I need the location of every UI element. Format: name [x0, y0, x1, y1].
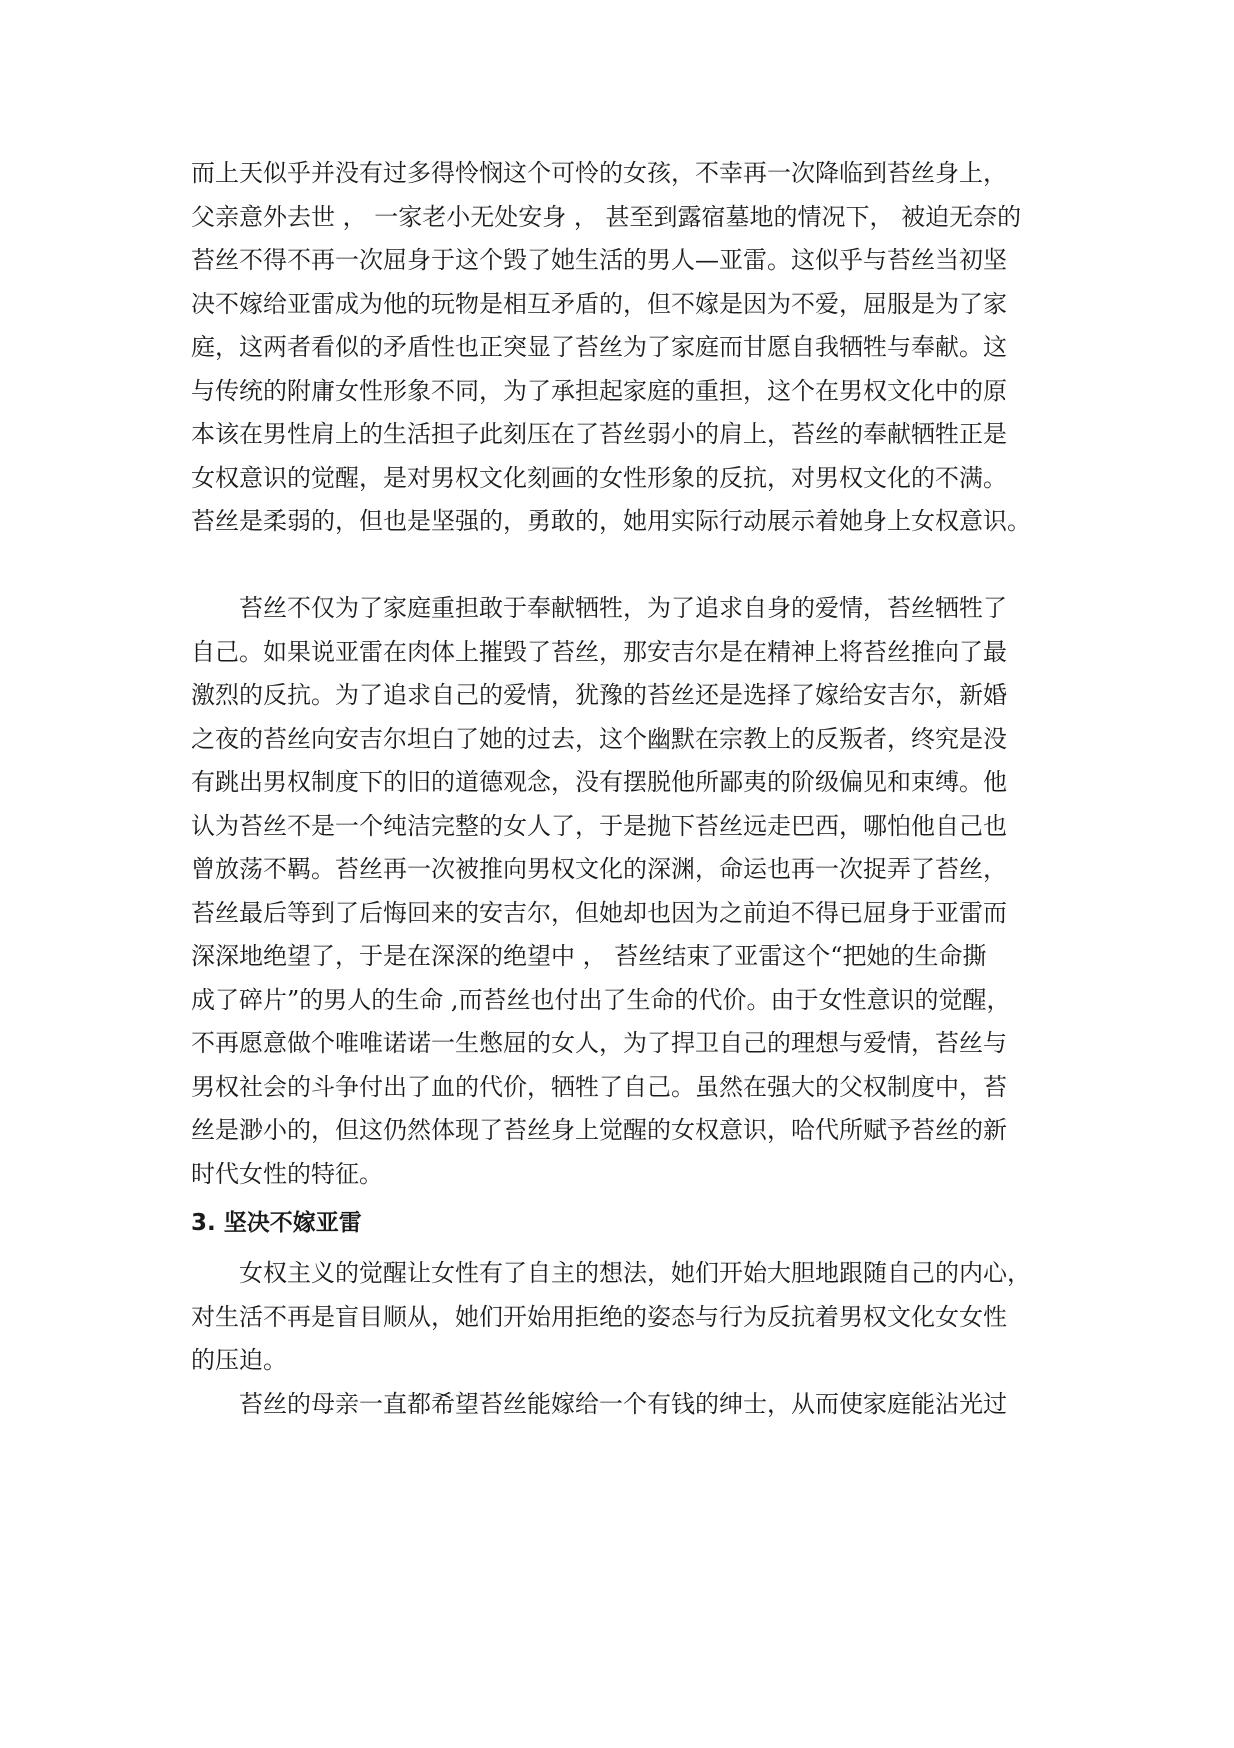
text-line: 苔丝是柔弱的，但也是坚强的，勇敢的，她用实际行动展示着她身上女权意识。	[191, 507, 1031, 535]
text-line: 曾放荡不羁。苔丝再一次被推向男权文化的深渊，命运也再一次捉弄了苔丝，	[191, 855, 1007, 883]
text-line: 男权社会的斗争付出了血的代价，牺牲了自己。虽然在强大的父权制度中，苔	[191, 1072, 1007, 1101]
text-line: 庭，这两者看似的矛盾性也正突显了苔丝为了家庭而甘愿自我牺牲与奉献。这	[191, 333, 1007, 361]
text-line: 的压迫。	[191, 1346, 287, 1374]
text-line: 苔丝不得不再一次屈身于这个毁了她生活的男人—亚雷。这似乎与苔丝当初坚	[191, 246, 1007, 274]
paragraph-2	[191, 587, 1061, 1196]
paragraph-4	[191, 1383, 1061, 1427]
text-line: 激烈的反抗。为了追求自己的爱情，犹豫的苔丝还是选择了嫁给安吉尔，新婚	[191, 681, 1007, 709]
text-line: 认为苔丝不是一个纯洁完整的女人了，于是抛下苔丝远走巴西，哪怕他自己也	[191, 811, 1007, 840]
text-line: 有跳出男权制度下的旧的道德观念，没有摆脱他所鄙夷的阶级偏见和束缚。他	[191, 768, 1007, 796]
text-line: 而上天似乎并没有过多得怜悯这个可怜的女孩，不幸再一次降临到苔丝身上，	[191, 159, 1007, 187]
text-line: 之夜的苔丝向安吉尔坦白了她的过去，这个幽默在宗教上的反叛者，终究是没	[191, 724, 1007, 753]
text-line: 深深地绝望了，于是在深深的绝望中 ， 苔丝结束了亚雷这个“把她的生命撕	[191, 942, 987, 970]
text-line: 女权主义的觉醒让女性有了自主的想法，她们开始大胆地跟随自己的内心，	[239, 1259, 1031, 1287]
text-line: 本该在男性肩上的生活担子此刻压在了苔丝弱小的肩上，苔丝的奉献牺牲正是	[191, 420, 1007, 448]
text-line: 苔丝不仅为了家庭重担敢于奉献牺牲，为了追求自身的爱情，苔丝牺牲了	[239, 594, 1007, 622]
paragraph-3	[191, 1252, 1061, 1383]
text-line: 苔丝的母亲一直都希望苔丝能嫁给一个有钱的绅士，从而使家庭能沾光过	[239, 1389, 1007, 1418]
text-line: 不再愿意做个唯唯诺诺一生憋屈的女人，为了捍卫自己的理想与爱情，苔丝与	[191, 1029, 1007, 1057]
text-line: 与传统的附庸女性形象不同，为了承担起家庭的重担，这个在男权文化中的原	[191, 376, 1007, 405]
paragraph-1	[191, 152, 1061, 544]
section-heading: 3. 坚决不嫁亚雷	[191, 1210, 362, 1236]
text-line: 父亲意外去世 ， 一家老小无处安身 ， 甚至到露宿墓地的情况下， 被迫无奈的	[191, 202, 1022, 231]
text-line: 成了碎片”的男人的生命 ,而苔丝也付出了生命的代价。由于女性意识的觉醒，	[191, 985, 1011, 1014]
text-line: 自己。如果说亚雷在肉体上摧毁了苔丝，那安吉尔是在精神上将苔丝推向了最	[191, 637, 1007, 666]
paragraph-spacer	[191, 544, 1061, 588]
text-line: 苔丝最后等到了后悔回来的安吉尔，但她却也因为之前迫不得已屈身于亚雷而	[191, 898, 1007, 927]
text-line: 决不嫁给亚雷成为他的玩物是相互矛盾的，但不嫁是因为不爱，屈服是为了家	[191, 289, 1007, 318]
text-line: 对生活不再是盲目顺从，她们开始用拒绝的姿态与行为反抗着男权文化女女性	[191, 1302, 1007, 1331]
text-line: 女权意识的觉醒，是对男权文化刻画的女性形象的反抗，对男权文化的不满。	[191, 463, 1007, 492]
text-line: 丝是渺小的，但这仍然体现了苔丝身上觉醒的女权意识，哈代所赋予苔丝的新	[191, 1116, 1007, 1144]
text-line: 时代女性的特征。	[191, 1159, 383, 1188]
document-body	[191, 152, 1061, 1426]
